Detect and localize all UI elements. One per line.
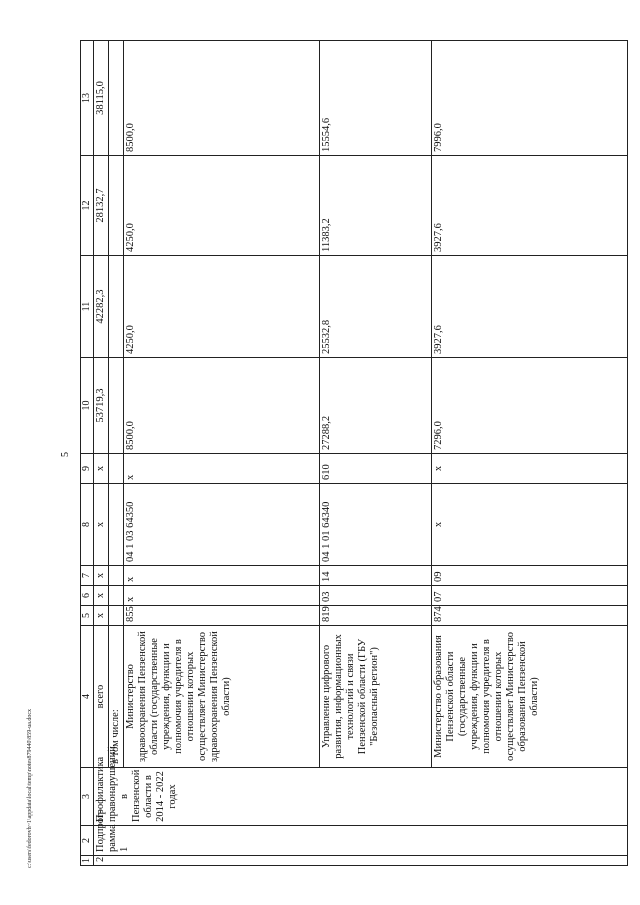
executor: Министерство здравоохранения Пензенской области (государственные учреждения, функции и полномочия учредителя в отношении которых осуществляет Министерство здравоохранения Пензенской области) xyxy=(123,626,319,768)
header-cell: 13 xyxy=(81,41,94,156)
row-number: 2 xyxy=(93,856,628,866)
cell: 610 xyxy=(320,454,431,484)
cell: 42282,3 xyxy=(93,256,108,358)
header-cell: 4 xyxy=(81,626,94,768)
header-cell: 6 xyxy=(81,586,94,606)
rotated-table-container xyxy=(80,41,628,866)
table-row xyxy=(123,41,319,866)
cell: 53719,3 xyxy=(93,358,108,454)
cell: 14 xyxy=(320,566,431,586)
header-cell: 1 xyxy=(81,856,94,866)
cell: 11383,2 xyxy=(320,156,431,256)
incl-row xyxy=(108,41,123,866)
total-label: всего xyxy=(93,626,108,768)
executor: Министерство образования Пензенской области (государственные учреждения, функции и полномочия учредителя в отношении которых осуществляет Министерство образования Пензенской области) xyxy=(431,626,627,768)
cell: 03 xyxy=(320,586,431,606)
cell: 28132,7 xyxy=(93,156,108,256)
header-cell: 7 xyxy=(81,566,94,586)
cell: x xyxy=(123,454,319,484)
header-cell: 11 xyxy=(81,256,94,358)
cell: 38115,0 xyxy=(93,41,108,156)
cell: x xyxy=(123,566,319,586)
cell: x xyxy=(93,454,108,484)
cell: 874 xyxy=(431,606,627,626)
budget-table xyxy=(80,40,628,866)
cell: 3927,6 xyxy=(431,256,627,358)
header-row xyxy=(81,41,94,866)
cell: 819 xyxy=(320,606,431,626)
incl-label: в том числе: xyxy=(108,626,123,768)
cell: x xyxy=(123,586,319,606)
table-row xyxy=(431,41,627,866)
program-title: Профилактика правонарушений в Пензенской области в 2014 - 2022 годах xyxy=(93,768,628,826)
cell: 04 1 03 64350 xyxy=(123,484,319,566)
cell: x xyxy=(93,484,108,566)
cell: x xyxy=(93,566,108,586)
cell: x xyxy=(93,606,108,626)
cell: 27288,2 xyxy=(320,358,431,454)
cell: 8500,0 xyxy=(123,358,319,454)
table-row xyxy=(320,41,431,866)
page-number: 5 xyxy=(60,452,71,457)
cell: 3927,6 xyxy=(431,156,627,256)
cell: 15554,6 xyxy=(320,41,431,156)
cell: 4250,0 xyxy=(123,156,319,256)
cell: x xyxy=(431,484,627,566)
cell: 07 xyxy=(431,586,627,606)
cell: 4250,0 xyxy=(123,256,319,358)
header-cell: 3 xyxy=(81,768,94,826)
header-cell: 5 xyxy=(81,606,94,626)
header-cell: 2 xyxy=(81,826,94,856)
cell: x xyxy=(431,454,627,484)
program-name: Подпрог-рамма 1 xyxy=(93,826,628,856)
executor: Управление цифрового развития, информационных технологий и связи Пензенской области (ГБУ "Безопасный регион") xyxy=(320,626,431,768)
cell: 855 xyxy=(123,606,319,626)
cell: 7296,0 xyxy=(431,358,627,454)
cell: 7996,0 xyxy=(431,41,627,156)
cell: 09 xyxy=(431,566,627,586)
footer-file-path: c:\users\fedorovh~1\appdata\local\temp\notes879440\859-ua.docx xyxy=(27,708,33,868)
cell: 25532,8 xyxy=(320,256,431,358)
cell: 04 1 01 64340 xyxy=(320,484,431,566)
header-cell: 10 xyxy=(81,358,94,454)
cell: 8500,0 xyxy=(123,41,319,156)
cell: x xyxy=(93,586,108,606)
header-cell: 9 xyxy=(81,454,94,484)
header-cell: 12 xyxy=(81,156,94,256)
total-row xyxy=(93,41,108,866)
header-cell: 8 xyxy=(81,484,94,566)
